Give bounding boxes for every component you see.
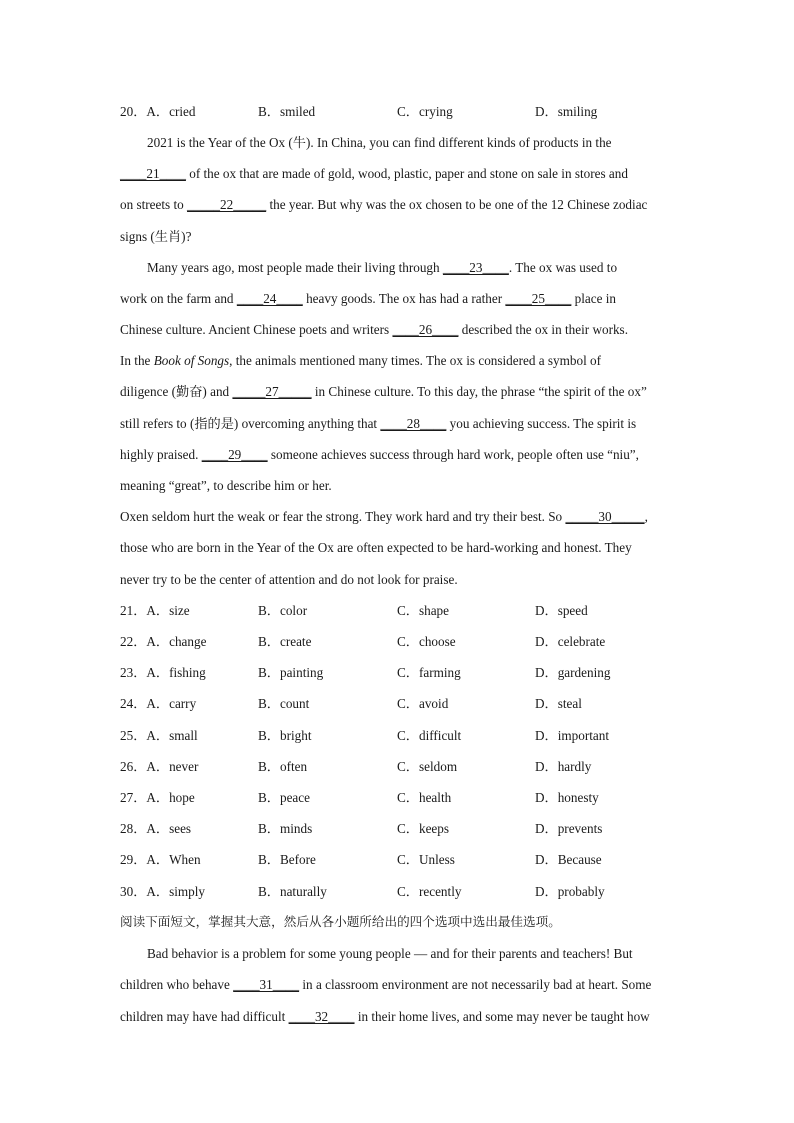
passage-line: Many years ago, most people made their living through ____23____. The ox was used to xyxy=(147,260,618,275)
passage-line: diligence (勤奋) and _____27_____ in Chinese culture. To this day, the phrase “the spirit of the ox” xyxy=(120,384,647,399)
passage-line: ____21____ of the ox that are made of gold, wood, plastic, paper and stone on sale in stores and xyxy=(120,166,628,181)
blank-26: ____26____ xyxy=(392,322,459,337)
option-20-a: 20．A．cried xyxy=(120,104,196,119)
blank-27: _____27_____ xyxy=(232,384,312,399)
book-title: Book of Songs xyxy=(153,353,230,368)
blank-24: ____24____ xyxy=(236,291,303,306)
blank-22: _____22_____ xyxy=(187,197,267,212)
passage-line: signs (生肖)? xyxy=(120,229,192,244)
passage-line: highly praised. ____29____ someone achieves success through hard work, people often use “niu”, xyxy=(120,447,639,462)
passage-line: on streets to _____22_____ the year. But why was the ox chosen to be one of the 12 Chinese zodiac xyxy=(120,197,648,212)
blank-25: ____25____ xyxy=(505,291,572,306)
blank-29: ____29____ xyxy=(201,447,268,462)
blank-31: ____31____ xyxy=(233,977,300,992)
passage-line: children who behave ____31____ in a classroom environment are not necessarily bad at heart. Some xyxy=(120,977,652,992)
blank-30: _____30_____ xyxy=(565,509,645,524)
passage-line: never try to be the center of attention and do not look for praise. xyxy=(120,572,458,587)
passage-line: still refers to (指的是) overcoming anything that ____28____ you achieving success. The spirit is xyxy=(120,416,637,431)
passage-line: 2021 is the Year of the Ox (牛). In China, you can find different kinds of products in the xyxy=(147,135,612,150)
option-20-d: D．smiling xyxy=(535,104,598,119)
blank-21: ____21____ xyxy=(120,166,186,181)
section-instruction: 阅读下面短文，掌握其大意，然后从各小题所给出的四个选项中选出最佳选项。 xyxy=(120,914,561,929)
document-page: 20．A．cried B．smiled C．crying D．smiling 2021 is the Year of the Ox (牛). In China, you can find different kinds of products in the ____21____ of the ox that are made of gold, wood, plastic, paper and stone on sale in stores and on streets to _____22_____ the year. But why was the ox chosen to be one of the 12 Chinese zodiac signs (生肖)? Many years ago, most people made their living through ____23____. The ox was used to work on the farm and ____24____ heavy goods. The ox has had a rather ____25____ place in Chinese culture. Ancient Chinese poets and writers ____26____ described the ox in their works. In the Book of Songs, the animals mentioned many times. The ox is considered a symbol of diligence (勤奋) and _____27_____ in Chinese culture. To this day, the phrase “the spirit of the ox” still refers to (指的是) overcoming anything that ____28____ you achieving success. The spirit is highly praised. ____29____ someone achieves success through hard work, people often use “niu”, meaning “great”, to describe him or her. Oxen seldom hurt the weak or fear the strong. They work hard and try their best. So _____30_____, those who are born in the Year of the Ox are often expected to be hard-working and honest. They never try to be the center of attention and do not look for praise. 21．A．size B．color C．shape D．speed 22．A．change B．create C．choose D．celebrate 23．A．fishing B．painting C．farming D．gardening 24．A．carry B．count C．avoid D．steal 25．A．small B．bright C．difficult D．important 26．A．never B．often C．seldom D．hardly 27．A．hope B．peace C．health D．honesty 28．A．sees B．minds C．keeps D．prevents 29．A．When B．Before C．Unless D．Because 30．A．simply B．naturally C．recently D．probably 阅读下面短文，掌握其大意，然后从各小题所给出的四个选项中选出最佳选项。 Bad behavior is a problem for some young people — and for their parents and teachers! But children who behave ____31____ in a classroom environment are not necessarily bad at heart. Some children may have had difficult ____32____ in their home lives, and some may never be taught how xyxy=(0,0,794,1123)
option-20-c: C．crying xyxy=(397,104,453,119)
passage-line: Bad behavior is a problem for some young people — and for their parents and teachers! But xyxy=(147,946,633,961)
passage-line: meaning “great”, to describe him or her. xyxy=(120,478,332,493)
blank-23: ____23____ xyxy=(442,260,509,275)
passage-line: Oxen seldom hurt the weak or fear the strong. They work hard and try their best. So _____30_____, xyxy=(120,509,648,524)
blank-28: ____28____ xyxy=(380,416,447,431)
passage-line: Chinese culture. Ancient Chinese poets and writers ____26____ described the ox in their works. xyxy=(120,322,628,337)
passage-line: children may have had difficult ____32____ in their home lives, and some may never be taught how xyxy=(120,1009,650,1024)
passage-line: work on the farm and ____24____ heavy goods. The ox has had a rather ____25____ place in xyxy=(120,291,617,306)
passage-line: In the Book of Songs, the animals mentioned many times. The ox is considered a symbol of xyxy=(120,353,602,368)
option-20-b: B．smiled xyxy=(258,104,316,119)
passage-line: those who are born in the Year of the Ox are often expected to be hard-working and honest. They xyxy=(120,540,632,555)
blank-32: ____32____ xyxy=(288,1009,355,1024)
